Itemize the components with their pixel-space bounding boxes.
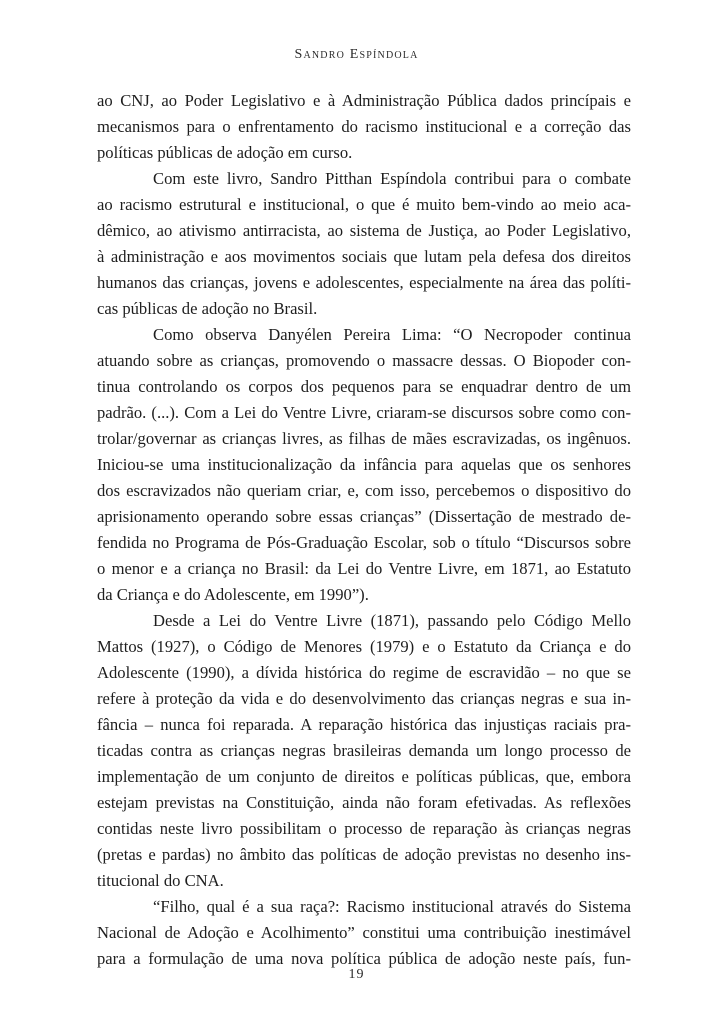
running-header: Sandro Espíndola xyxy=(294,47,419,62)
text-line: ao CNJ, ao Poder Legislativo e à Administração Pública dados princípais e xyxy=(97,91,631,110)
text-line: “Filho, qual é a sua raça?: Racismo institucional através do Sistema xyxy=(153,897,631,916)
text-line: Desde a Lei do Ventre Livre (1871), passando pelo Código Mello xyxy=(153,611,631,630)
body-text xyxy=(97,88,631,972)
text-line: dos escravizados não queriam criar, e, com isso, percebemos o dispositivo do xyxy=(97,481,631,500)
text-line: Nacional de Adoção e Acolhimento” constitui uma contribuição inestimável xyxy=(97,923,631,942)
text-line: tinua controlando os corpos dos pequenos para se enquadrar dentro de um xyxy=(97,377,631,396)
text-line: refere à proteção da vida e do desenvolvimento das crianças negras e sua in- xyxy=(97,689,631,708)
text-line: padrão. (...). Com a Lei do Ventre Livre, criaram-se discursos sobre como con- xyxy=(97,403,631,422)
text-line: trolar/governar as crianças livres, as filhas de mães escravizadas, os ingênuos. xyxy=(97,429,631,448)
text-line: (pretas e pardas) no âmbito das políticas de adoção previstas no desenho ins- xyxy=(97,845,631,864)
text-line: fendida no Programa de Pós-Graduação Escolar, sob o título “Discursos sobre xyxy=(97,533,631,552)
text-line: para a formulação de uma nova política pública de adoção neste país, fun- xyxy=(97,949,631,968)
text-line: cas públicas de adoção no Brasil. xyxy=(97,299,318,318)
text-line: atuando sobre as crianças, promovendo o massacre dessas. O Biopoder con- xyxy=(97,351,631,370)
text-line: Com este livro, Sandro Pitthan Espíndola contribui para o combate xyxy=(153,169,631,188)
text-line: à administração e aos movimentos sociais que lutam pela defesa dos direitos xyxy=(97,247,631,266)
text-line: mecanismos para o enfrentamento do racismo institucional e a correção das xyxy=(97,117,631,136)
text-line: da Criança e do Adolescente, em 1990”). xyxy=(97,585,369,604)
text-line: Mattos (1927), o Código de Menores (1979) e o Estatuto da Criança e do xyxy=(97,637,631,656)
text-line: humanos das crianças, jovens e adolescentes, especialmente na área das políti- xyxy=(97,273,631,292)
text-line: estejam previstas na Constituição, ainda não foram efetivadas. As reflexões xyxy=(97,793,631,812)
text-line: titucional do CNA. xyxy=(97,871,224,890)
text-line: fância – nunca foi reparada. A reparação histórica das injustiças raciais pra- xyxy=(97,715,631,734)
text-line: ao racismo estrutural e institucional, o que é muito bem-vindo ao meio aca- xyxy=(97,195,631,214)
text-line: contidas neste livro possibilitam o processo de reparação às crianças negras xyxy=(97,819,631,838)
page-number: 19 xyxy=(348,967,365,982)
text-line: Iniciou-se uma institucionalização da infância para aquelas que os senhores xyxy=(97,455,631,474)
text-line: Adolescente (1990), a dívida histórica do regime de escravidão – no que se xyxy=(97,663,631,682)
text-line: políticas públicas de adoção em curso. xyxy=(97,143,353,162)
text-line: o menor e a criança no Brasil: da Lei do Ventre Livre, em 1871, ao Estatuto xyxy=(97,559,631,578)
text-line: implementação de um conjunto de direitos e políticas públicas, que, embora xyxy=(97,767,631,786)
text-line: dêmico, ao ativismo antirracista, ao sistema de Justiça, ao Poder Legislativo, xyxy=(97,221,631,240)
text-line: aprisionamento operando sobre essas crianças” (Dissertação de mestrado de- xyxy=(97,507,631,526)
text-line: ticadas contra as crianças negras brasileiras demanda um longo processo de xyxy=(97,741,631,760)
text-line: Como observa Danyélen Pereira Lima: “O Necropoder continua xyxy=(153,325,631,344)
